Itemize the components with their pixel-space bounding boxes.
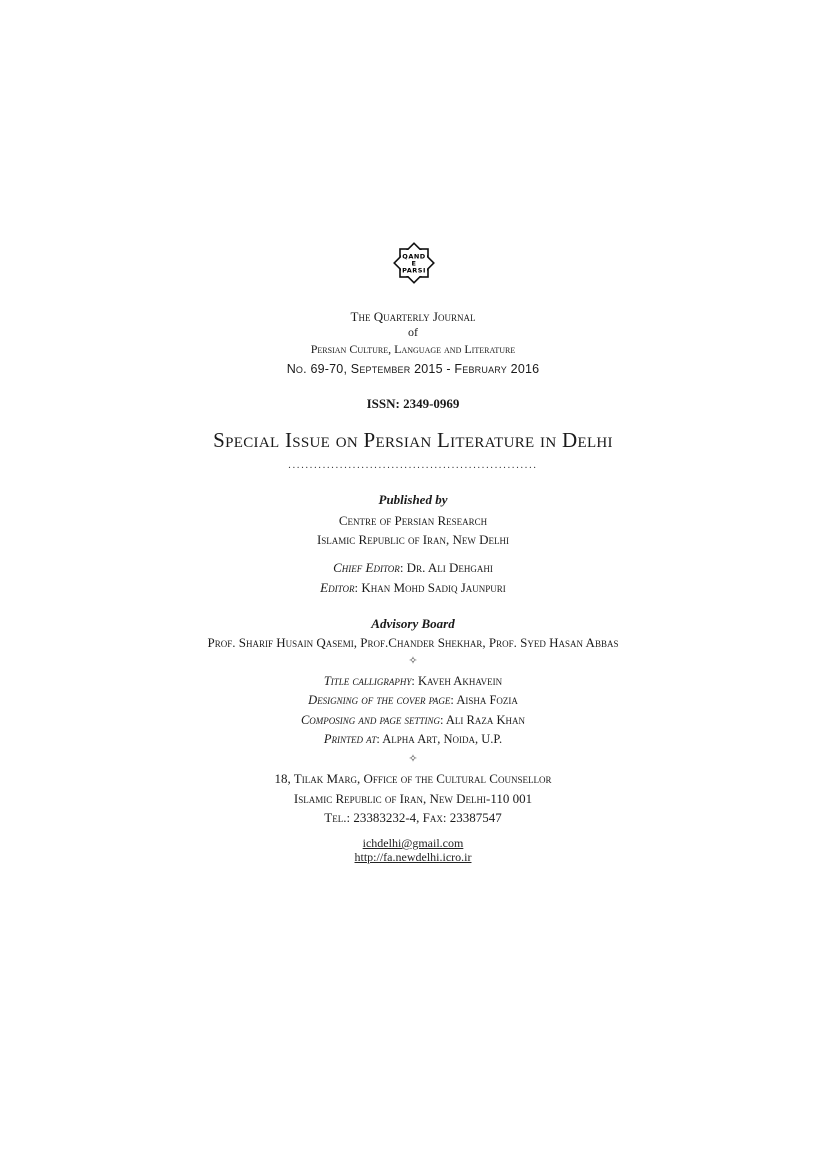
credit-value: : Ali Raza Khan — [440, 713, 526, 727]
special-issue-title: Special Issue on Persian Literature in Delhi — [213, 428, 613, 452]
website-link[interactable]: http://fa.newdelhi.icro.ir — [354, 850, 472, 864]
dotted-divider: .......................................................... — [288, 460, 538, 471]
address-line-3: Tel.: 23383232-4, Fax: 23387547 — [324, 810, 502, 825]
logo-line-1: QAND — [402, 252, 426, 261]
chief-editor-name: : Dr. Ali Dehgahi — [399, 560, 493, 575]
issn: ISSN: 2349-0969 — [366, 396, 460, 411]
credit-label: Title calligraphy — [323, 674, 412, 688]
email-link[interactable]: ichdelhi@gmail.com — [362, 836, 464, 850]
credit-calligraphy — [0, 674, 826, 689]
logo-line-2: E — [411, 259, 417, 268]
published-by-label: Published by — [378, 492, 448, 507]
editor-label: Editor — [320, 580, 355, 595]
credit-value: : Kaveh Akhavein — [411, 674, 503, 688]
journal-of: of — [408, 325, 418, 339]
address-line-1: 18, Tilak Marg, Office of the Cultural Counsellor — [274, 771, 552, 786]
address-line-2: Islamic Republic of Iran, New Delhi-110 001 — [293, 791, 533, 806]
logo-line-3: PARSI — [402, 266, 426, 275]
advisory-board-label: Advisory Board — [371, 616, 455, 631]
credit-label: Printed at — [323, 732, 377, 746]
eight-point-star-icon — [390, 239, 438, 287]
qand-e-parsi-logo — [390, 239, 438, 287]
journal-subject: Persian Culture, Language and Literature — [310, 342, 516, 356]
chief-editor — [0, 560, 826, 576]
publisher-location: Islamic Republic of Iran, New Delhi — [316, 532, 510, 547]
chief-editor-label: Chief Editor — [333, 560, 400, 575]
journal-title: The Quarterly Journal — [350, 309, 476, 324]
credit-value: : Alpha Art, Noida, U.P. — [376, 732, 503, 746]
ornament-star-icon: ✧ — [408, 753, 418, 765]
credit-value: : Aisha Fozia — [450, 693, 518, 707]
editor-name: : Khan Mohd Sadiq Jaunpuri — [354, 580, 506, 595]
editor — [0, 580, 826, 596]
publisher-name: Centre of Persian Research — [338, 513, 488, 528]
advisory-board-members: Prof. Sharif Husain Qasemi, Prof.Chander Shekhar, Prof. Syed Hasan Abbas — [207, 635, 619, 650]
credit-printed-at — [0, 732, 826, 747]
credit-composing — [0, 713, 826, 728]
ornament-star-icon: ✧ — [408, 655, 418, 667]
credit-label: Composing and page setting — [300, 713, 440, 727]
credit-cover-design — [0, 693, 826, 708]
issue-number: No. 69-70, September 2015 - February 2016 — [286, 362, 540, 376]
credit-label: Designing of the cover page — [308, 693, 451, 707]
